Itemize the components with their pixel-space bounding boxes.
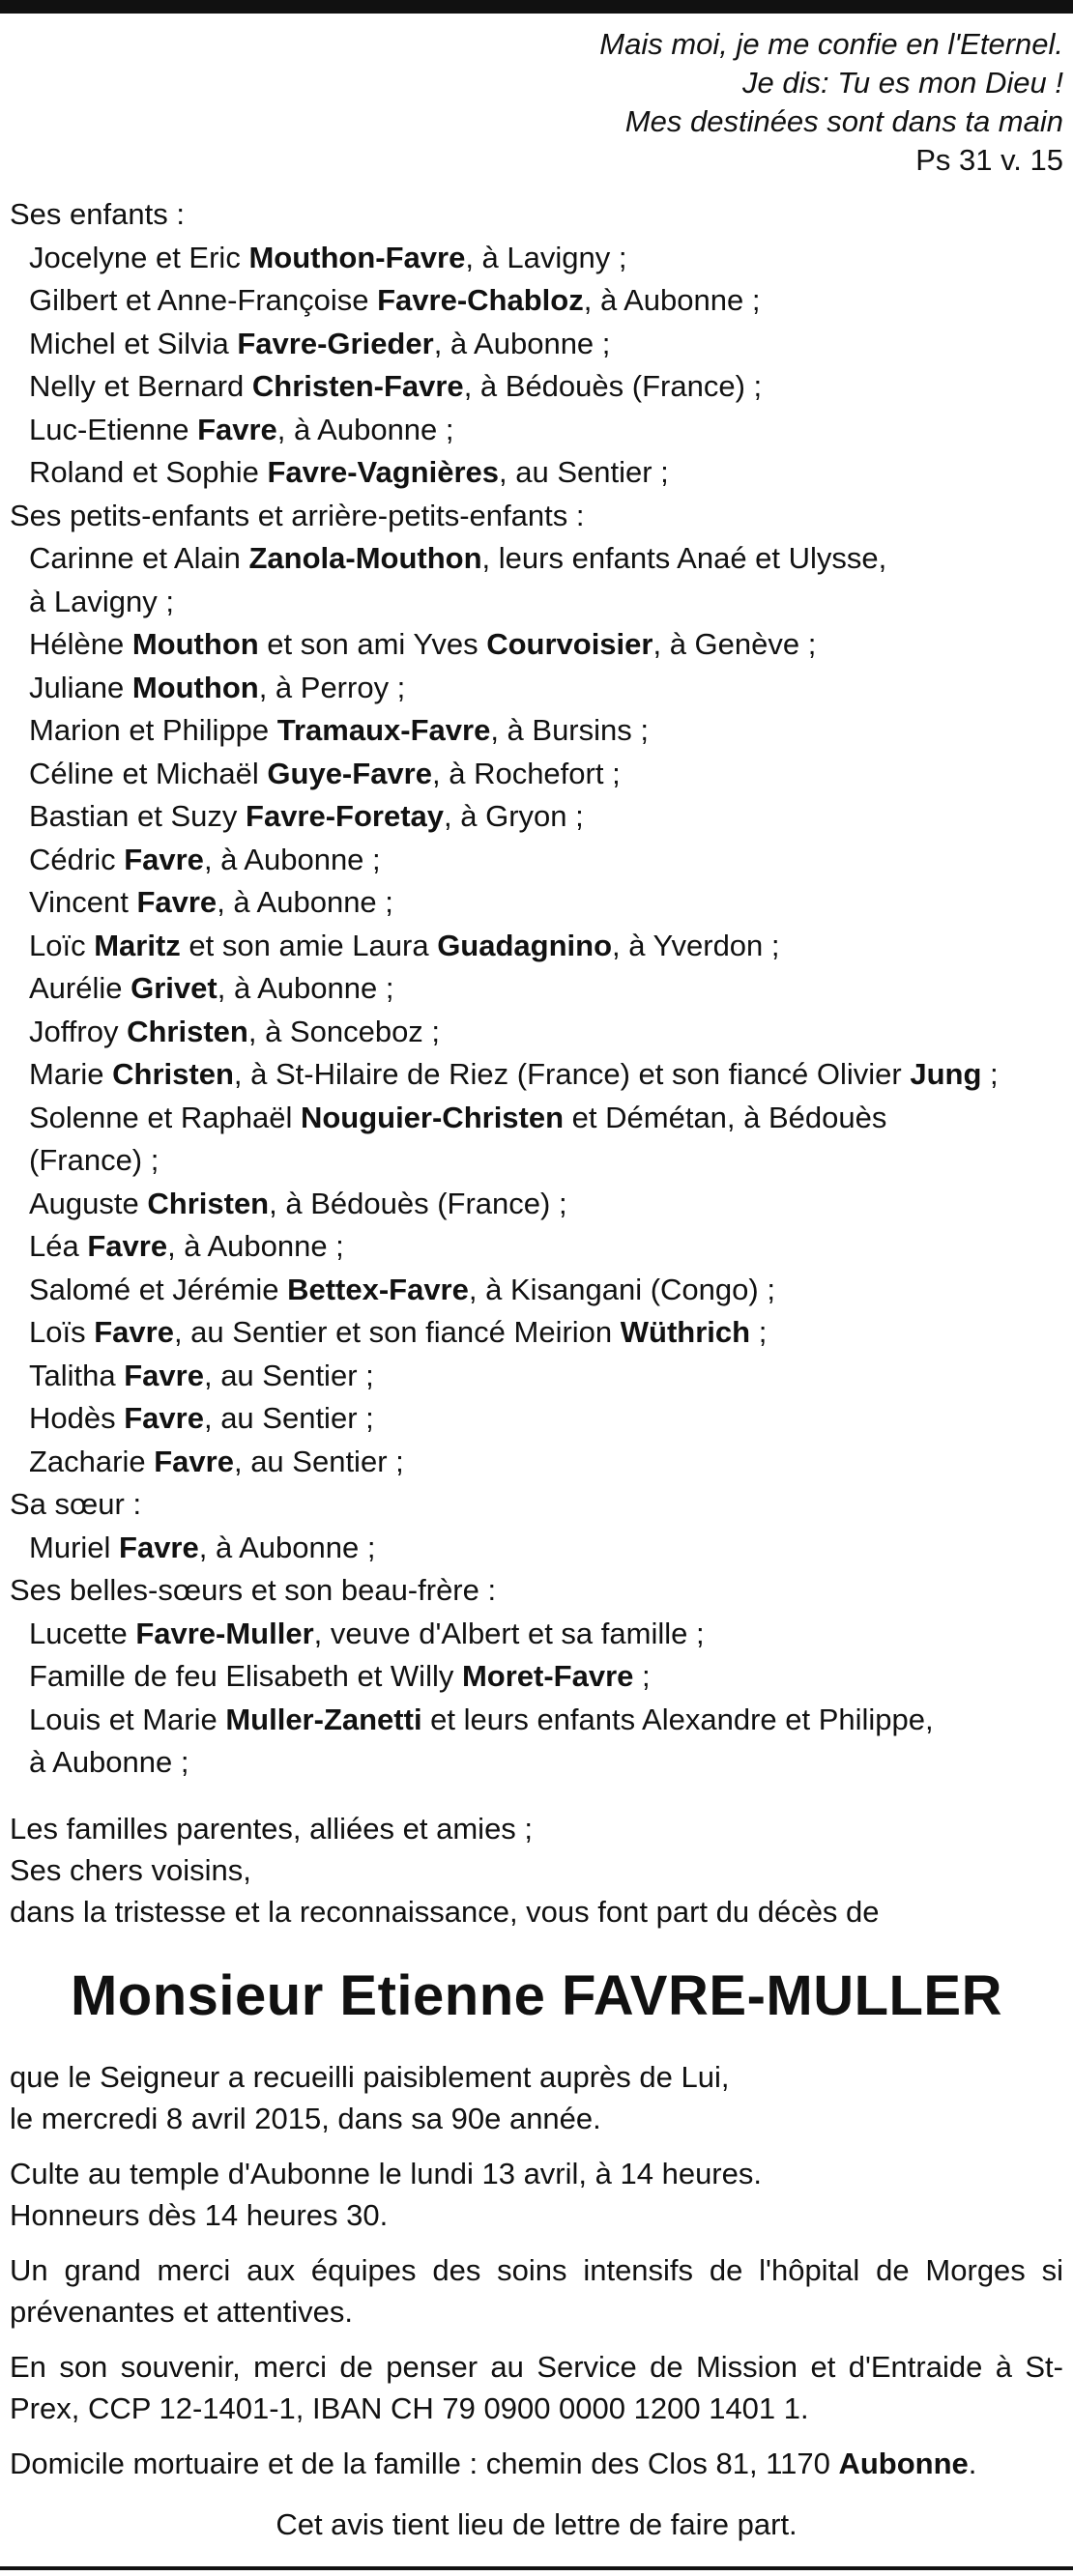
- member-text: , au Sentier et son fiancé Meirion: [173, 1315, 621, 1349]
- verse-line: Mes destinées sont dans ta main: [624, 104, 1063, 138]
- member-location: , à Aubonne ;: [433, 326, 611, 360]
- group-inlaws: [10, 1569, 1063, 1785]
- member-location: , à Lavigny ;: [465, 240, 627, 274]
- bottom-rule: [0, 2566, 1073, 2570]
- domicile-end: .: [968, 2446, 977, 2480]
- member-continuation: à Aubonne ;: [29, 1745, 189, 1779]
- member-location: , à Gryon ;: [444, 799, 584, 833]
- member-surname: Favre-Foretay: [246, 799, 445, 833]
- service-details: [10, 2153, 1063, 2236]
- family-member: [10, 537, 1063, 581]
- member-surname: Guadagnino: [437, 928, 613, 962]
- member-first-names: Aurélie: [29, 971, 131, 1005]
- member-surname: Favre: [94, 1315, 174, 1349]
- member-location: , à Perroy ;: [258, 670, 406, 704]
- family-member: [10, 279, 1063, 323]
- member-surname: Favre: [124, 842, 204, 876]
- intro-line: Ses chers voisins,: [10, 1852, 251, 1887]
- member-surname: Favre: [124, 1401, 204, 1435]
- family-member: [10, 839, 1063, 882]
- domicile-town: Aubonne: [838, 2446, 969, 2480]
- member-surname: Grivet: [130, 971, 218, 1005]
- family-member: [10, 1613, 1063, 1656]
- member-first-names: Juliane: [29, 670, 132, 704]
- family-member: [10, 1397, 1063, 1441]
- service-line: Honneurs dès 14 heures 30.: [10, 2197, 389, 2232]
- member-continuation: à Lavigny ;: [29, 584, 174, 618]
- member-surname: Favre: [119, 1530, 199, 1564]
- member-surname: Bettex-Favre: [287, 1272, 469, 1306]
- obituary-notice: [10, 25, 1063, 2545]
- member-surname: Favre-Chabloz: [377, 283, 584, 317]
- member-surname: Tramaux-Favre: [276, 713, 491, 747]
- member-location: , à Bédouès (France) ;: [463, 369, 763, 403]
- member-first-names: Loïs: [29, 1315, 95, 1349]
- deceased-name: Monsieur Etienne FAVRE-MULLER: [70, 1963, 1003, 2027]
- member-first-names: Solenne et Raphaël: [29, 1100, 301, 1134]
- member-location: , au Sentier ;: [203, 1358, 374, 1392]
- member-first-names: Lucette: [29, 1616, 136, 1650]
- member-first-names: Marion et Philippe: [29, 713, 277, 747]
- member-location: , à Sonceboz ;: [247, 1014, 441, 1048]
- member-first-names: Gilbert et Anne-Françoise: [29, 283, 378, 317]
- intro-line: Les familles parentes, alliées et amies ;: [10, 1811, 534, 1846]
- member-location: , à Bédouès (France) ;: [269, 1186, 567, 1220]
- member-surname: Favre: [154, 1444, 234, 1478]
- member-first-names: Talitha: [29, 1358, 125, 1392]
- family-member: [10, 881, 1063, 925]
- family-member: [10, 451, 1063, 495]
- member-first-names: Luc-Etienne: [29, 412, 198, 446]
- family-member: [10, 1441, 1063, 1484]
- member-first-names: Joffroy: [29, 1014, 128, 1048]
- family-member: [10, 1311, 1063, 1355]
- family-member: [10, 667, 1063, 710]
- member-first-names: Michel et Silvia: [29, 326, 238, 360]
- group-grandchildren: [10, 495, 1063, 1484]
- member-first-names: Céline et Michaël: [29, 756, 268, 790]
- member-location: , à Aubonne ;: [276, 412, 454, 446]
- member-first-names: Hodès: [29, 1401, 125, 1435]
- member-location: , à Bursins ;: [490, 713, 649, 747]
- section-heading: Sa sœur :: [10, 1487, 142, 1521]
- family-member: [10, 1355, 1063, 1398]
- member-surname: Christen: [127, 1014, 248, 1048]
- member-continuation: (France) ;: [29, 1143, 160, 1177]
- member-location: , veuve d'Albert et sa famille ;: [313, 1616, 705, 1650]
- bible-verse: [10, 25, 1063, 180]
- member-surname: Mouthon: [131, 670, 259, 704]
- member-first-names: Léa: [29, 1229, 88, 1263]
- family-member: [10, 753, 1063, 796]
- group-children: [10, 193, 1063, 495]
- intro-line: dans la tristesse et la reconnaissance, vous font part du décès de: [10, 1894, 880, 1929]
- family-member: [10, 623, 1063, 667]
- member-location: , à Rochefort ;: [431, 756, 621, 790]
- top-rule: [0, 0, 1073, 14]
- member-surname: Favre-Muller: [135, 1616, 314, 1650]
- member-surname: Wüthrich: [620, 1315, 751, 1349]
- family-member: [10, 709, 1063, 753]
- member-location: , à Kisangani (Congo) ;: [468, 1272, 775, 1306]
- verse-line: Je dis: Tu es mon Dieu !: [742, 66, 1063, 100]
- member-location: , à Aubonne ;: [167, 1229, 344, 1263]
- family-member: [10, 1269, 1063, 1312]
- domicile-text: Domicile mortuaire et de la famille : chemin des Clos 81, 1170: [10, 2446, 839, 2480]
- member-location: , à Genève ;: [652, 627, 817, 661]
- member-surname: Favre: [136, 885, 218, 919]
- family-list: [10, 193, 1063, 1785]
- member-first-names: Nelly et Bernard: [29, 369, 252, 403]
- closing-line: Cet avis tient lieu de lettre de faire part.: [276, 2506, 798, 2541]
- family-member: [10, 409, 1063, 452]
- member-location: , au Sentier ;: [499, 455, 669, 489]
- family-member: [10, 1225, 1063, 1269]
- member-surname: Zanola-Mouthon: [248, 541, 482, 575]
- member-text: et son amie Laura: [180, 928, 438, 962]
- service-line: Culte au temple d'Aubonne le lundi 13 avril, à 14 heures.: [10, 2156, 762, 2190]
- member-location: , à Yverdon ;: [612, 928, 780, 962]
- family-member: [10, 1053, 1063, 1097]
- member-location: , à Aubonne ;: [583, 283, 761, 317]
- family-member: [10, 1655, 1063, 1699]
- member-first-names: Louis et Marie: [29, 1702, 226, 1736]
- family-member: [10, 1011, 1063, 1054]
- member-first-names: Vincent: [29, 885, 137, 919]
- member-first-names: Jocelyne et Eric: [29, 240, 249, 274]
- member-surname: Mouthon: [131, 627, 259, 661]
- family-member: [10, 1527, 1063, 1570]
- member-location: , au Sentier ;: [233, 1444, 404, 1478]
- member-first-names: Hélène: [29, 627, 132, 661]
- member-location: ;: [981, 1057, 999, 1091]
- member-surname: Moret-Favre: [461, 1659, 634, 1693]
- member-surname: Favre-Vagnières: [267, 455, 499, 489]
- member-surname: Christen: [147, 1186, 270, 1220]
- memory-paragraph: En son souvenir, merci de penser au Service de Mission et d'Entraide à St-Prex, CCP 12-1401-1, IBAN CH 79 0900 0000 1200 1401 1.: [10, 2349, 1063, 2425]
- member-location: ;: [750, 1315, 768, 1349]
- death-line: que le Seigneur a recueilli paisiblement auprès de Lui,: [10, 2059, 730, 2094]
- member-location: , à Aubonne ;: [203, 842, 381, 876]
- family-member: [10, 795, 1063, 839]
- member-first-names: Cédric: [29, 842, 125, 876]
- family-member: [10, 237, 1063, 280]
- member-location: , à Aubonne ;: [217, 971, 394, 1005]
- member-first-names: Salomé et Jérémie: [29, 1272, 288, 1306]
- member-surname: Guye-Favre: [267, 756, 432, 790]
- member-first-names: Auguste: [29, 1186, 148, 1220]
- family-member: [10, 323, 1063, 366]
- member-location: et Démétan, à Bédouès: [564, 1100, 887, 1134]
- family-member: [10, 1097, 1063, 1140]
- member-first-names: Carinne et Alain: [29, 541, 249, 575]
- domicile-paragraph: [10, 2443, 1063, 2484]
- member-surname: Favre: [87, 1229, 168, 1263]
- member-surname: Favre-Grieder: [237, 326, 434, 360]
- member-first-names: Muriel: [29, 1530, 120, 1564]
- family-member: [10, 1699, 1063, 1742]
- member-surname: Nouguier-Christen: [300, 1100, 565, 1134]
- member-first-names: Bastian et Suzy: [29, 799, 246, 833]
- member-location: et leurs enfants Alexandre et Philippe,: [421, 1702, 934, 1736]
- announcement-intro: [10, 1808, 1063, 1932]
- verse-reference: Ps 31 v. 15: [915, 143, 1063, 177]
- member-surname: Mouthon-Favre: [248, 240, 466, 274]
- member-surname: Favre: [124, 1358, 204, 1392]
- member-first-names: Zacharie: [29, 1444, 155, 1478]
- member-surname: Maritz: [94, 928, 181, 962]
- death-details: [10, 2056, 1063, 2139]
- family-member: [10, 365, 1063, 409]
- section-heading: Ses belles-sœurs et son beau-frère :: [10, 1573, 497, 1607]
- member-location: , à Aubonne ;: [198, 1530, 376, 1564]
- member-first-names: Marie: [29, 1057, 113, 1091]
- verse-line: Mais moi, je me confie en l'Eternel.: [599, 27, 1063, 61]
- member-surname: Muller-Zanetti: [225, 1702, 422, 1736]
- death-line: le mercredi 8 avril 2015, dans sa 90e année.: [10, 2101, 601, 2135]
- member-surname: Courvoisier: [486, 627, 653, 661]
- thanks-paragraph: Un grand merci aux équipes des soins intensifs de l'hôpital de Morges si prévenantes et attentives.: [10, 2252, 1063, 2329]
- member-location: , au Sentier ;: [203, 1401, 374, 1435]
- member-text: et son ami Yves: [258, 627, 487, 661]
- member-surname: Favre: [197, 412, 277, 446]
- member-first-names: Roland et Sophie: [29, 455, 268, 489]
- section-heading: Ses enfants :: [10, 197, 185, 231]
- member-location: , à Aubonne ;: [217, 885, 393, 919]
- member-surname: Christen: [112, 1057, 234, 1091]
- member-first-names: Famille de feu Elisabeth et Willy: [29, 1659, 462, 1693]
- family-member: [10, 1183, 1063, 1226]
- member-surname: Jung: [910, 1057, 982, 1091]
- member-location: , leurs enfants Anaé et Ulysse,: [481, 541, 887, 575]
- member-location: ;: [633, 1659, 651, 1693]
- member-first-names: Loïc: [29, 928, 95, 962]
- family-member: [10, 925, 1063, 968]
- member-surname: Christen-Favre: [251, 369, 464, 403]
- family-member: [10, 967, 1063, 1011]
- section-heading: Ses petits-enfants et arrière-petits-enfants :: [10, 498, 585, 532]
- member-text: , à St-Hilaire de Riez (France) et son fiancé Olivier: [233, 1057, 911, 1091]
- group-sister: [10, 1483, 1063, 1569]
